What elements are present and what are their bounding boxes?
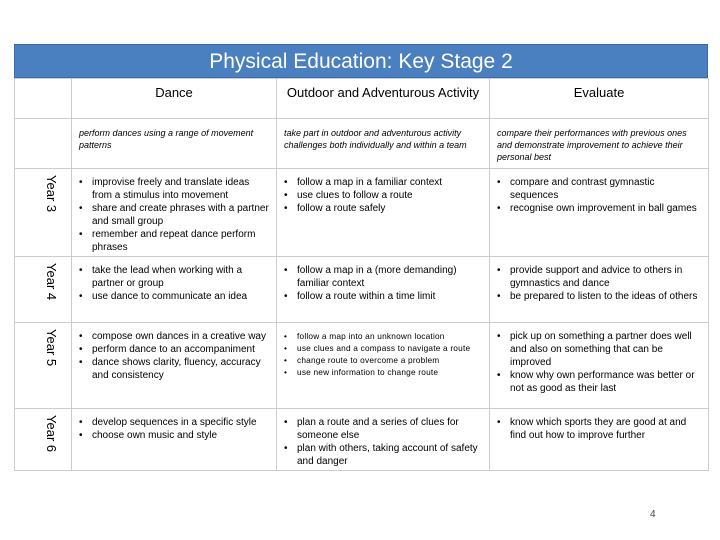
oaa-cell (277, 323, 490, 409)
list-item: • know why own performance was better or not as good as their last (495, 369, 704, 395)
dance-list (72, 257, 276, 305)
dance-cell (72, 257, 277, 323)
year-cell (15, 323, 72, 409)
list-item: • dance shows clarity, fluency, accuracy and consistency (77, 356, 272, 382)
column-description-evaluate: compare their performances with previous ones and demonstrate improvement to achieve their personal best (490, 119, 709, 169)
table-row-year-5 (15, 323, 709, 409)
list-item: • pick up on something a partner does well and also on something that can be improved (495, 330, 704, 369)
description-row (15, 119, 709, 169)
dance-list (72, 169, 276, 256)
curriculum-table (14, 78, 709, 471)
evaluate-cell (490, 323, 709, 409)
oaa-cell (277, 257, 490, 323)
corner-cell (15, 79, 72, 119)
year-cell (15, 169, 72, 257)
evaluate-cell (490, 169, 709, 257)
list-item: • compose own dances in a creative way (77, 330, 272, 343)
list-item: • use new information to change route (282, 366, 485, 378)
list-item: • take the lead when working with a partner or group (77, 264, 272, 290)
evaluate-cell (490, 409, 709, 471)
dance-cell (72, 323, 277, 409)
dance-cell (72, 169, 277, 257)
list-item: • share and create phrases with a partner and small group (77, 202, 272, 228)
evaluate-cell (490, 257, 709, 323)
column-description-oaa: take part in outdoor and adventurous activity challenges both individually and within a team (277, 119, 490, 169)
oaa-list (277, 323, 489, 380)
list-item: • follow a route safely (282, 202, 485, 215)
corner-cell (15, 119, 72, 169)
list-item: • improvise freely and translate ideas from a stimulus into movement (77, 176, 272, 202)
list-item: • follow a route within a time limit (282, 290, 485, 303)
column-heading-evaluate: Evaluate (490, 79, 709, 119)
list-item: • compare and contrast gymnastic sequences (495, 176, 704, 202)
list-item: • plan with others, taking account of safety and danger (282, 442, 485, 468)
table-row-year-3 (15, 169, 709, 257)
year-cell (15, 257, 72, 323)
list-item: • choose own music and style (77, 429, 272, 442)
list-item: • know which sports they are good at and find out how to improve further (495, 416, 704, 442)
list-item: • use dance to communicate an idea (77, 290, 272, 303)
evaluate-list (490, 257, 708, 305)
column-heading-oaa: Outdoor and Adventurous Activity (277, 79, 490, 119)
list-item: • change route to overcome a problem (282, 354, 485, 366)
list-item: • use clues to follow a route (282, 189, 485, 202)
oaa-list (277, 257, 489, 305)
dance-cell (72, 409, 277, 471)
evaluate-list (490, 409, 708, 444)
list-item: • recognise own improvement in ball games (495, 202, 704, 215)
oaa-cell (277, 409, 490, 471)
page-number: 4 (650, 509, 656, 520)
page-title: Physical Education: Key Stage 2 (14, 44, 708, 78)
list-item: • provide support and advice to others in gymnastics and dance (495, 264, 704, 290)
list-item: • develop sequences in a specific style (77, 416, 272, 429)
dance-list (72, 323, 276, 384)
header-row (15, 79, 709, 119)
evaluate-list (490, 169, 708, 217)
dance-list (72, 409, 276, 444)
year-label: Year 4 (44, 263, 59, 301)
list-item: • perform dance to an accompaniment (77, 343, 272, 356)
year-cell (15, 409, 72, 471)
list-item: • use clues and a compass to navigate a route (282, 342, 485, 354)
evaluate-list (490, 323, 708, 397)
oaa-cell (277, 169, 490, 257)
column-description-dance: perform dances using a range of movement patterns (72, 119, 277, 169)
oaa-list (277, 169, 489, 217)
list-item: • be prepared to listen to the ideas of others (495, 290, 704, 303)
list-item: • follow a map in a (more demanding) familiar context (282, 264, 485, 290)
list-item: • follow a map into an unknown location (282, 330, 485, 342)
year-label: Year 6 (44, 415, 59, 453)
list-item: • follow a map in a familiar context (282, 176, 485, 189)
column-heading-dance: Dance (72, 79, 277, 119)
oaa-list (277, 409, 489, 470)
table-row-year-4 (15, 257, 709, 323)
table-row-year-6 (15, 409, 709, 471)
list-item: • plan a route and a series of clues for someone else (282, 416, 485, 442)
year-label: Year 5 (44, 329, 59, 367)
year-label: Year 3 (44, 175, 59, 213)
list-item: • remember and repeat dance perform phrases (77, 228, 272, 254)
